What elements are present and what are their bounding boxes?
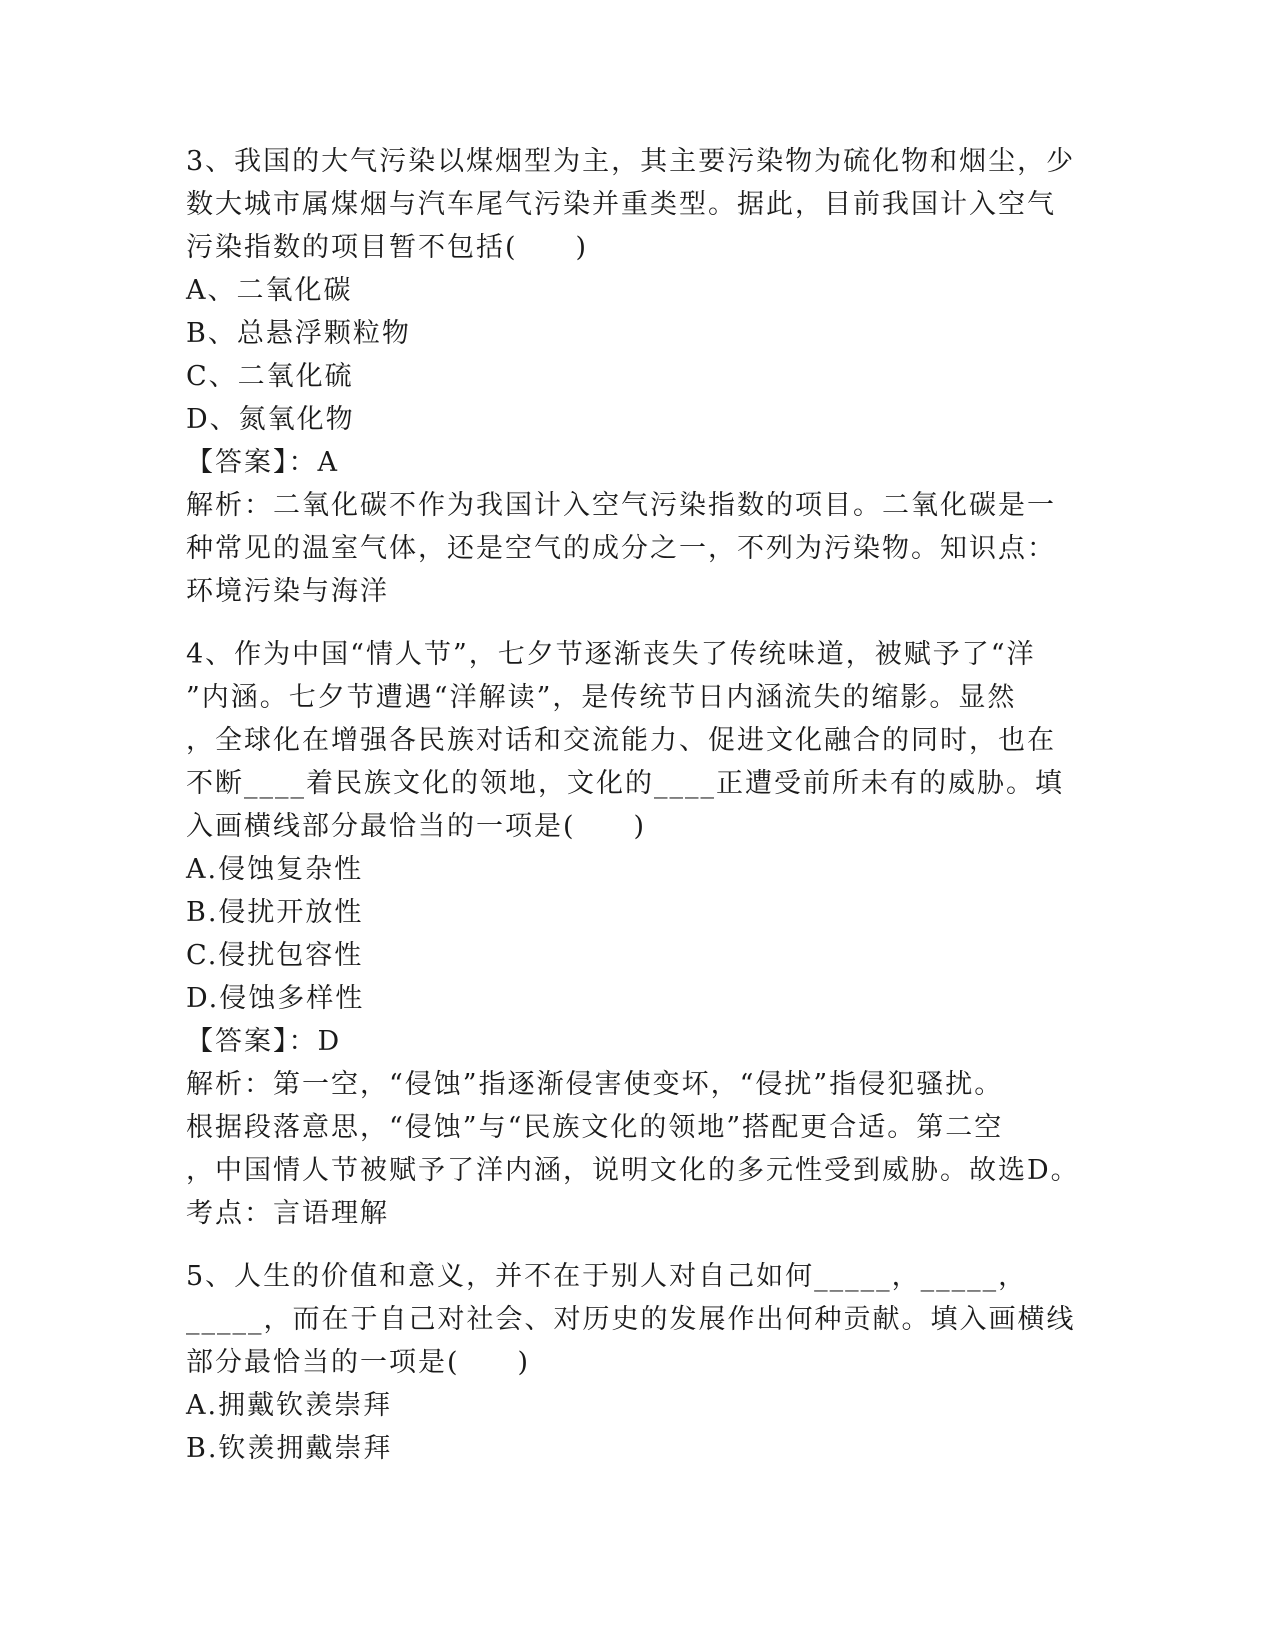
option-c: C.侵扰包容性 — [186, 940, 364, 971]
question-stem-line: 数大城市属煤烟与汽车尾气污染并重类型。据此，目前我国计入空气 — [186, 189, 1056, 220]
answer: 【答案】：D — [186, 1026, 342, 1057]
answer: 【答案】：A — [186, 447, 339, 478]
option-b: B.钦羡拥戴崇拜 — [186, 1433, 393, 1464]
spacer — [186, 1235, 1086, 1255]
document-page — [186, 140, 1086, 1470]
analysis-line: 环境污染与海洋 — [186, 576, 389, 607]
option-b: B.侵扰开放性 — [186, 897, 364, 928]
analysis-line: 种常见的温室气体，还是空气的成分之一，不列为污染物。知识点： — [186, 533, 1056, 564]
question-stem-line: ，全球化在增强各民族对话和交流能力、促进文化融合的同时，也在 — [186, 725, 1056, 756]
analysis-line: 解析：二氧化碳不作为我国计入空气污染指数的项目。二氧化碳是一 — [186, 490, 1056, 521]
option-b: B、总悬浮颗粒物 — [186, 318, 411, 349]
question-stem-line: 4、作为中国“情人节”，七夕节逐渐丧失了传统味道，被赋予了“洋 — [186, 639, 1036, 670]
option-d: D.侵蚀多样性 — [186, 983, 365, 1014]
option-d: D、氮氧化物 — [186, 404, 355, 435]
question-3 — [186, 140, 1086, 613]
spacer — [186, 613, 1086, 633]
question-stem-line: 5、人生的价值和意义，并不在于别人对自己如何_____，_____， — [186, 1261, 1028, 1292]
question-stem-line: ”内涵。七夕节遭遇“洋解读”，是传统节日内涵流失的缩影。显然 — [186, 682, 1017, 713]
question-stem-line: 入画横线部分最恰当的一项是( ) — [186, 811, 647, 842]
question-stem-line: 部分最恰当的一项是( ) — [186, 1347, 531, 1378]
question-5 — [186, 1255, 1086, 1470]
question-4 — [186, 633, 1086, 1235]
option-a: A.拥戴钦羡崇拜 — [186, 1390, 393, 1421]
analysis-line: ，中国情人节被赋予了洋内涵，说明文化的多元性受到威胁。故选D。 — [186, 1155, 1080, 1186]
question-stem-line: 不断____着民族文化的领地，文化的____正遭受前所未有的威胁。填 — [186, 768, 1064, 799]
analysis-line: 考点：言语理解 — [186, 1198, 389, 1229]
option-a: A.侵蚀复杂性 — [186, 854, 364, 885]
analysis-line: 根据段落意思，“侵蚀”与“民族文化的领地”搭配更合适。第二空 — [186, 1112, 1004, 1143]
question-stem-line: 3、我国的大气污染以煤烟型为主，其主要污染物为硫化物和烟尘，少 — [186, 146, 1076, 177]
question-stem-line: _____，而在于自己对社会、对历史的发展作出何种贡献。填入画横线 — [186, 1304, 1076, 1335]
question-stem-line: 污染指数的项目暂不包括( ) — [186, 232, 589, 263]
option-c: C、二氧化硫 — [186, 361, 354, 392]
analysis-line: 解析：第一空，“侵蚀”指逐渐侵害使变坏，“侵扰”指侵犯骚扰。 — [186, 1069, 1004, 1100]
option-a: A、二氧化碳 — [186, 275, 353, 306]
